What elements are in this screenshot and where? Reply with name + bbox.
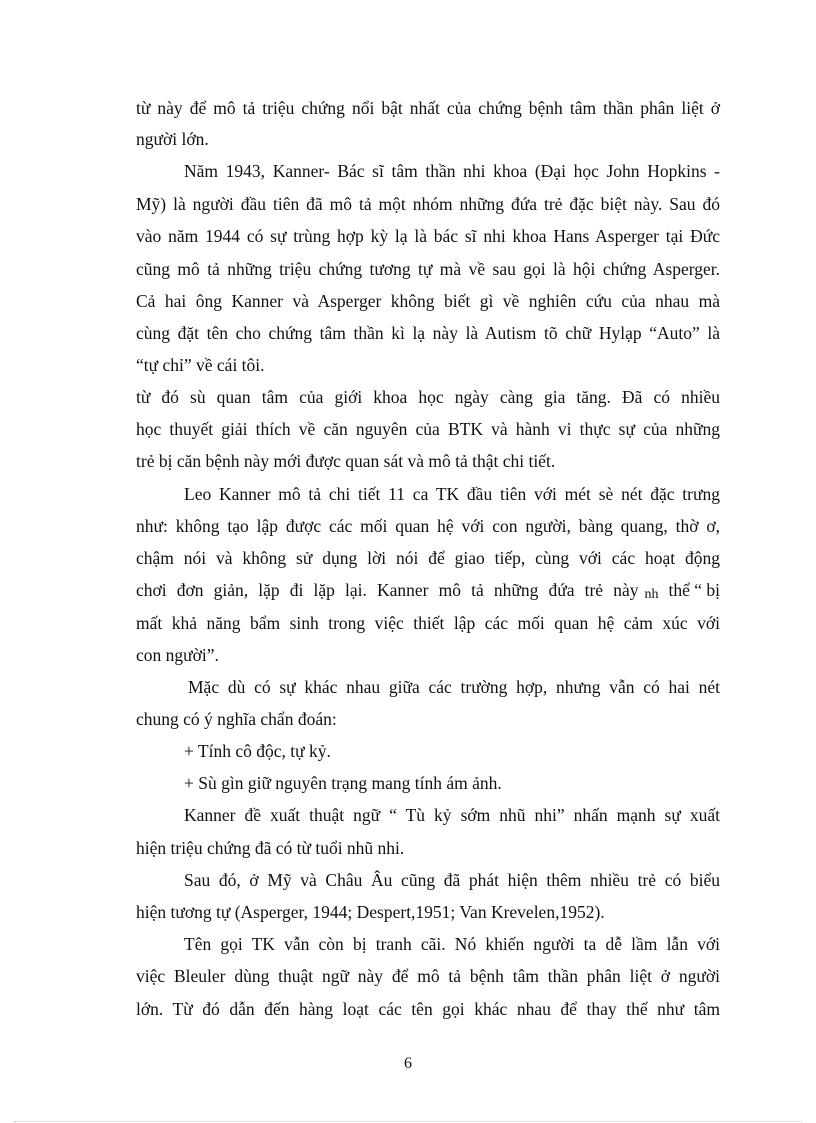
text-line: trẻ bị căn bệnh này mới được quan sát và mô tả thật chi tiết. <box>136 451 556 471</box>
list-item: + Tính cô độc, tự kỷ. <box>184 741 331 761</box>
text-line: Năm 1943, Kanner- Bác sĩ tâm thần nhi khoa (Đại học John Hopkins - <box>184 161 720 181</box>
text-line: người lớn. <box>136 129 209 149</box>
text-line: Leo Kanner mô tả chi tiết 11 ca TK đầu tiên với mét sè nét đặc trưng <box>184 484 720 504</box>
text-line: việc Bleuler dùng thuật ngữ này để mô tả bệnh tâm thần phân liệt ở người <box>136 966 720 986</box>
page-number: 6 <box>404 1055 412 1072</box>
text-line: Sau đó, ở Mỹ và Châu Âu cũng đã phát hiện thêm nhiều trẻ có biểu <box>184 870 720 890</box>
text-line: cùng đặt tên cho chứng tâm thần kì lạ này là Autism tõ chữ Hylạp “Auto” là <box>136 323 720 343</box>
text-line: vào năm 1944 có sự trùng hợp kỳ lạ là bác sĩ nhi khoa Hans Asperger tại Đức <box>136 226 720 246</box>
text-line: lớn. Từ đó dẫn đến hàng loạt các tên gọi khác nhau để thay thế như tâm <box>136 999 720 1019</box>
subscript-text: nh <box>644 587 659 602</box>
text-segment: thể “ bị <box>668 580 720 600</box>
text-line: chậm nói và không sử dụng lời nói để giao tiếp, cùng với các hoạt động <box>136 548 720 568</box>
text-line: Tên gọi TK vẫn còn bị tranh cãi. Nó khiến người ta dễ lầm lẫn với <box>184 934 720 954</box>
text-line: cũng mô tả những triệu chứng tương tự mà về sau gọi là hội chứng Asperger. <box>136 259 720 279</box>
text-line: mất khả năng bẩm sinh trong việc thiết lập các mối quan hệ cảm xúc với <box>136 613 720 633</box>
text-line: hiện tương tự (Asperger, 1944; Despert,1951; Van Krevelen,1952). <box>136 902 605 922</box>
text-line: từ này để mô tả triệu chứng nổi bật nhất của chứng bệnh tâm thần phân liệt ở <box>136 98 720 118</box>
text-segment: chơi đơn giản, lặp đi lặp lại. Kanner mô tả những đứa trẻ này <box>136 580 639 600</box>
page-bottom-border <box>14 1121 802 1122</box>
text-line: “tự chỉ” về cái tôi. <box>136 355 265 375</box>
text-line-mixed <box>136 579 720 601</box>
text-line: học thuyết giải thích về căn nguyên của BTK và hành vi thực sự của những <box>136 419 720 439</box>
text-line: Cả hai ông Kanner và Asperger không biết gì về nghiên cứu của nhau mà <box>136 291 720 311</box>
text-line: Mỹ) là người đầu tiên đã mô tả một nhóm những đứa trẻ đặc biệt này. Sau đó <box>136 194 720 214</box>
text-line: con người”. <box>136 645 219 665</box>
text-line: Kanner đề xuất thuật ngữ “ Tù kỷ sớm nhũ nhi” nhấn mạnh sự xuất <box>184 805 720 825</box>
text-line: chung có ý nghĩa chẩn đoán: <box>136 709 337 729</box>
text-line: hiện triệu chứng đã có từ tuổi nhũ nhi. <box>136 838 405 858</box>
text-line: Mặc dù có sự khác nhau giữa các trường hợp, nhưng vẫn có hai nét <box>188 677 720 697</box>
text-line: như: không tạo lập được các mối quan hệ với con người, bàng quang, thờ ơ, <box>136 516 720 536</box>
text-line: từ đó sù quan tâm của giới khoa học ngày càng gia tăng. Đã có nhiều <box>136 387 720 407</box>
list-item: + Sù gìn giữ nguyên trạng mang tính ám ảnh. <box>184 773 502 793</box>
